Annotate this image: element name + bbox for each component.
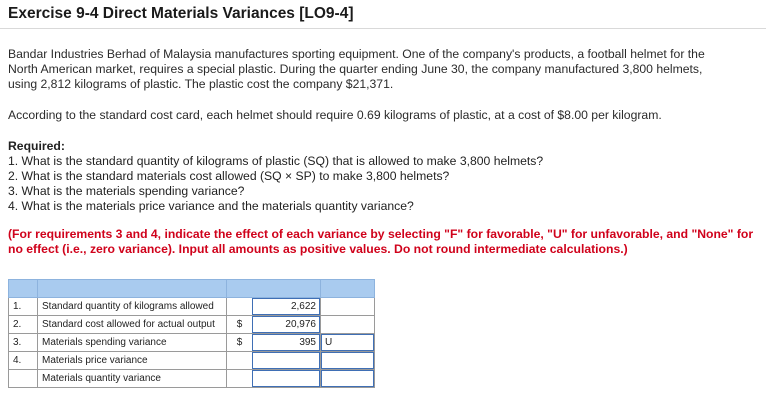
row-label: Materials spending variance [38,334,227,352]
row-number: 1. [9,298,38,316]
table-row [9,298,375,316]
table-row [9,352,375,370]
effect-select[interactable]: U [321,334,375,352]
paragraph-line: using 2,812 kilograms of plastic. The plastic cost the company $21,371. [8,77,394,91]
requirement-item: 4. What is the materials price variance and the materials quantity variance? [8,199,414,213]
title-divider [0,28,766,29]
requirement-item: 3. What is the materials spending variance? [8,184,245,198]
effect-select[interactable] [321,352,375,370]
currency-symbol: $ [227,316,253,334]
requirements-list [8,154,543,214]
table-header-row [9,280,375,298]
effect-blank [321,298,375,316]
row-number [9,370,38,388]
instructions-text: (For requirements 3 and 4, indicate the effect of each variance by selecting "F" for favorable, "U" for unfavorable, and "None" for no effect (i.e., zero variance). Input all amounts as positive values. Do not round intermediate calculations.) [8,227,754,256]
paragraph-line: North American market, requires a special plastic. During the quarter ending June 30, the company manufactured 3,800 helmets, [8,62,703,76]
row-label: Standard quantity of kilograms allowed [38,298,227,316]
row-label: Materials price variance [38,352,227,370]
amount-input[interactable] [252,352,321,370]
requirement-item: 1. What is the standard quantity of kilograms of plastic (SQ) that is allowed to make 3,800 helmets? [8,154,544,168]
row-number: 3. [9,334,38,352]
effect-select[interactable] [321,370,375,388]
row-number: 2. [9,316,38,334]
currency-symbol [227,298,253,316]
required-heading: Required: [8,139,65,153]
requirement-item: 2. What is the standard materials cost allowed (SQ × SP) to make 3,800 helmets? [8,169,450,183]
answer-table [8,279,375,388]
amount-input[interactable]: 20,976 [252,316,321,334]
problem-paragraph [8,47,705,92]
row-label: Materials quantity variance [38,370,227,388]
amount-input[interactable]: 395 [252,334,321,352]
currency-symbol: $ [227,334,253,352]
standard-cost-paragraph: According to the standard cost card, each helmet should require 0.69 kilograms of plastic, at a cost of $8.00 per kilogram. [8,108,662,122]
exercise-title: Exercise 9-4 Direct Materials Variances [LO9-4] [8,5,354,22]
amount-input[interactable]: 2,622 [252,298,321,316]
amount-input[interactable] [252,370,321,388]
paragraph-line: Bandar Industries Berhad of Malaysia manufactures sporting equipment. One of the company's products, a football helmet for the [8,47,705,61]
currency-symbol [227,370,253,388]
table-row [9,334,375,352]
table-row [9,316,375,334]
row-label: Standard cost allowed for actual output [38,316,227,334]
table-row [9,370,375,388]
currency-symbol [227,352,253,370]
effect-blank [321,316,375,334]
row-number: 4. [9,352,38,370]
